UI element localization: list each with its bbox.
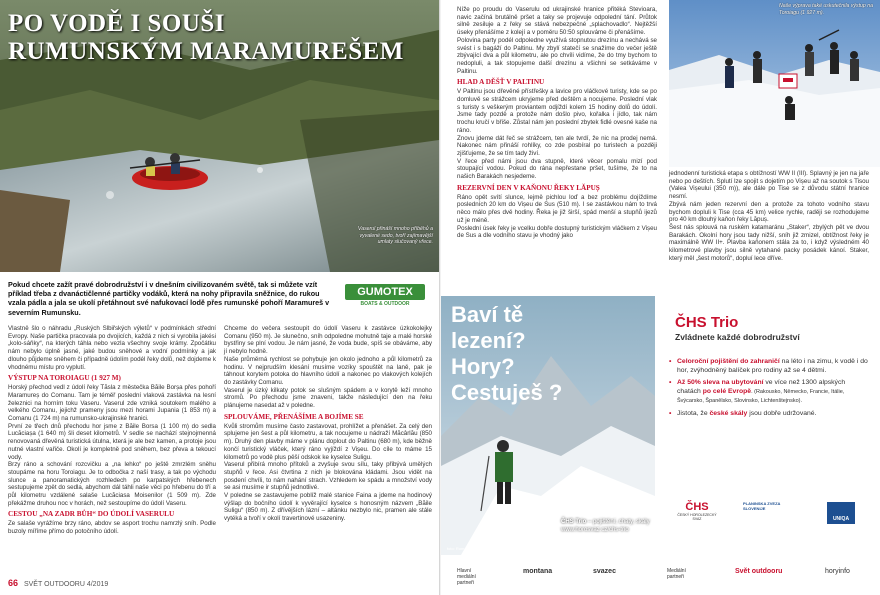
ad-title: ČHS Trio bbox=[675, 314, 739, 331]
right-page bbox=[441, 0, 880, 595]
paragraph: Naše průměrná rychlost se pohybuje jen okolo jednoho a půl kilometrů za hodinu. V nejprudším klesání musíme vozíky spouštět na laně, pak je táhnout korytem potoka do hlavního údolí a nakonec po vlakových kolejích do zastávky Comanu. bbox=[224, 355, 432, 386]
partners-bar bbox=[441, 560, 880, 595]
summit-photo-caption: Naše výprava také uskutečnila výstup na Toroiagu (1 927 m). bbox=[779, 3, 874, 16]
summit-photo bbox=[669, 0, 880, 167]
page-footer bbox=[8, 578, 108, 588]
left-page bbox=[0, 0, 439, 595]
paragraph: Znovu jdeme dát řeč se strážcem, ten ale tvrdí, že nic na prodej nemá. Nakonec nám přináší rohlíky, co zde posbíral po turistech a později zjišťujeme, že se tím tady živí. bbox=[457, 134, 657, 157]
title-line-2: RUMUNSKÝM MARAMUREŠEM bbox=[8, 38, 404, 65]
left-column-2 bbox=[224, 325, 432, 523]
ad-benefit-item bbox=[669, 358, 869, 375]
paragraph: Níže po proudu do Vaserulu od ukrajinské hranice přitéká Stevioara, navic začíná brutálně pršet a taky se projevuje odpolední tání. Průtok silně zesiluje a z řeky se stává nebezpečné „splachovadlo“. Nejtěžší úseky přenášíme z kolejí a v poměru 50:50 splouváme či přenášíme. bbox=[457, 6, 657, 37]
paragraph: Horský přechod vedl z údolí řeky Tăsla z městečka Băile Borșa přes pohoří Maramureș do Comanu. Tam je téměř poslední vlaková zastávka na lesní železnici na horním toku Vaseru. Vaserul zde vzniká soutokem malého a velkého Comanu, jejichž prameny jsou mezi horami Jupania (1 853 m) a Comanu (1 724 m) na rumunsko-ukrajinské hranici. bbox=[8, 384, 216, 423]
subheading: REZERVNÍ DEN V KAŇONU ŘEKY LĂPUȘ bbox=[457, 183, 600, 192]
media-partners-label: Mediální partneři bbox=[667, 568, 686, 580]
svazec-logo: svazec bbox=[593, 568, 616, 575]
bullet-icon: • bbox=[669, 358, 672, 365]
bullet-icon: • bbox=[669, 379, 672, 387]
magazine-issue: SVĚT OUTDOORU 4/2019 bbox=[23, 581, 109, 588]
ad-benefits-list bbox=[669, 358, 869, 422]
subheading: SPLOUVÁME, PŘENÁŠÍME A BOJÍME SE bbox=[224, 412, 364, 421]
page-number: 66 bbox=[8, 578, 19, 588]
ad-benefit-bold: po celé Evropě bbox=[702, 388, 752, 396]
paragraph: V Paltinu jsou dřevěné přístřešky a lavice pro vláčkové turisty, kde se po domluvě se strážcem ukryjeme před deštěm a nocujeme. Poslední vlak s turisty s veškerým proviantem odjíždí kolem 15 hodiny dolů do údolí. Jsme tady pozdě a protože nám došlo pivo, kořalka i jídlo, tak nám trochu kručí v břiše. Zůstal nám jen poslední zbytek fidlé ovesné kaše na ráno. bbox=[457, 88, 657, 134]
chs-trio-advertisement[interactable] bbox=[441, 296, 880, 555]
paragraph: Brzy ráno a schování rozcvičku a „na lehko“ po ještě zmrzlém sněhu stoupáme na horu Toroiagu. Je to odbočka z naší trasy, a tak po východu slunce a panoramatických rozhledech po karpatských hřebenech sestupujeme zpět do sedla, abychom dál táhli naše věci po hřebenu do tří a půl kilometru vzdálené salaše Lucăciasa Moisenilor (1 509 m). Zde překážme druhou noc v horách, než sestoupíme do údolí Vaseru. bbox=[8, 461, 216, 507]
ad-headline bbox=[451, 302, 562, 406]
ad-photo-credit: foto: Roman ... bbox=[447, 546, 474, 551]
right-column-2 bbox=[669, 170, 869, 262]
ad-benefit-bold: české skály bbox=[709, 409, 748, 417]
ad-subtitle: Zvládnete každé dobrodružství bbox=[675, 332, 800, 342]
ad-caption-text: – pojištění, chaty, skály bbox=[586, 519, 650, 525]
paragraph: Ráno opět svítí slunce, lejmě pichlou loď a bez problému dojíždíme posledních 20 km do Vișeu de Sus (510 m). I se zastávkou nám to trvá něco málo přes dvě hodiny. Řeka je již širší, spád menší a stupňů ijezů už je méně. bbox=[457, 193, 657, 224]
paragraph: Zbývá nám jeden rezervní den a protože za tohoto vodního stavu bychom dopluli k Tise (cca 45 km) velice rychle, raději se rozhodujeme pro 40 km dlouhý kaňon řeky Lăpuș. bbox=[669, 200, 869, 224]
subheading: HLAD A DĚŠŤ V PALTINU bbox=[457, 78, 545, 87]
chs-logo-text: ČHS bbox=[685, 501, 709, 513]
main-partners-label: Hlavní mediální partneři bbox=[457, 568, 476, 586]
montana-logo: montana bbox=[523, 568, 553, 575]
horyinfo-logo: horyinfo bbox=[825, 568, 850, 575]
lead-paragraph: Pokud chcete zažít pravé dobrodružství i v dnešním civilizovaném světě, tak si můžete vzít příklad třeba z dvanáctičlenné partičky vodáků, která na nohy připravila sněžnice, do rukou vzala pádla a jala se ukolí přetáhnout své nafukovací lodě přes rumunské pohoří Maramureš v severním Rumunsku. bbox=[8, 280, 330, 317]
gumotex-logo bbox=[345, 284, 425, 312]
gumotex-tagline: BOATS & OUTDOOR bbox=[360, 301, 410, 307]
chs-logo-sub: ČESKÝ HOROLEZECKÝ SVAZ bbox=[677, 513, 717, 521]
paragraph: Vlastně šlo o náhradu „Ruských Slbiřských výletů“ v podmínkách střední Evropy. Naše partička pracovala po dvojicích, každá z nich si vyrobila jakési „kolo-sáňky“, na kterých táhla nebo vezla všechny svoje krámy. Zpočátku nám nebylo úplně jasné, jaké budou sněhové a vodní podmínky a jak dlouho půjdeme sněhem či případně údolím podél řeky dolů, než dojdeme k vhodnému místu pro vyplutí. bbox=[8, 325, 216, 371]
subheading: CESTOU „NA ZADR BŮH“ DO ÚDOLÍ VASERULU bbox=[8, 510, 175, 519]
gumotex-logo-text: GUMOTEX bbox=[345, 284, 425, 300]
ad-info-panel bbox=[655, 296, 880, 555]
right-column-1 bbox=[457, 6, 657, 240]
ad-benefit-text: . (Rakousko, Německo, Francie, Itálie, Švýcarsko, Španělsko, Slovinsko, Lichtenštejnsko). bbox=[677, 389, 845, 404]
ad-benefit-text: na léto i na zimu, k vodě i do hor, zvýhodněný balíček pro rodiny až se 4 dětmi. bbox=[677, 358, 868, 374]
ad-caption-brand: ČHS Trio bbox=[561, 519, 587, 525]
ad-caption-url[interactable]: www.horosvaz.cz/chs-trio bbox=[561, 527, 629, 533]
ad-benefit-bold: Celoroční pojištění do zahraničí bbox=[677, 358, 780, 365]
paragraph: Ze salaše vyrážíme brzy ráno, abdov se asport trochu namrzlý sníh. Podle buzoly míříme přímo do potočního údolí. bbox=[8, 520, 216, 536]
summit-group-photo bbox=[669, 0, 880, 167]
ad-headline-line-1: Baví tě bbox=[451, 302, 524, 327]
ad-benefit-bold: Až 50% sleva na ubytování bbox=[677, 379, 764, 387]
photo-caption: Vaserul přináší mnoho příběhů a vyvalené sedo, tvoří zajímavější umlaty slučovaný vřece. bbox=[357, 226, 433, 245]
left-column-1 bbox=[8, 325, 216, 536]
paragraph: Vaserul přibírá mnoho přítoků a zvyšuje svou sílu, taky přibývá umělých stupňů v řece. Asi čtvrtina z nich je blokována kládami. Jsou vidět na posdení chvíli, to nám nahání strach. Vzhledem ke spádu a množství vody se asi musíme ir stupňů jednotlivé. bbox=[224, 461, 432, 492]
ad-image-caption bbox=[561, 518, 650, 534]
chs-logo bbox=[673, 501, 721, 521]
ad-benefit-item bbox=[669, 379, 869, 405]
ad-benefit-text: jsou dobře udržované. bbox=[747, 409, 817, 417]
ad-headline-line-3: Hory? bbox=[451, 354, 515, 379]
ad-headline-line-4: Cestuješ ? bbox=[451, 380, 563, 405]
ad-benefit-item bbox=[669, 410, 869, 419]
paragraph: Vaserul je úzký kilkaty potok se slušným spádem a v korytě leží mnoho stromů. Po přechodu jsme znaveni, takže následující den na řeku plánujeme nasedat až v poledne. bbox=[224, 386, 432, 410]
paragraph: jednodenní turistická etapa s obtížností WW II (III). Splavný je jen na jaře nebo po deštích. Splutí lze spojit s dojetím po Vișeu až na soutok s Tisou (Valea Vișeului (350 m)), ale dále po Tise se z důvodu státní hranice nesmí. bbox=[669, 170, 869, 201]
paragraph: V řece před námi jsou dva stupně, které věcer pomalu mizí pod stoupající vodou. Pokud do rána nepřestane pršet, tušíme, že to na našich Barakách nesjedeme. bbox=[457, 157, 657, 181]
ad-photo bbox=[441, 296, 655, 555]
ad-benefit-text: ve více než 1300 alpských chatách bbox=[677, 379, 846, 396]
bullet-icon: • bbox=[669, 409, 672, 417]
paragraph: Polovina party podél odpoledne využívá stopnutou drezínu a nechává se svést i s bagáží do Paltinu. My zbylí statečí se snažíme do večer ještě zbývající dva a půl kilometru, ale po chvíli vidíme, že do tmy bychom to nedopluli, a tak stopujeme další drezínu a všichni se setkáváme v Paltinu. bbox=[457, 36, 657, 75]
subheading: VÝSTUP NA TOROIAGU (1 927 M) bbox=[8, 374, 121, 383]
article-title bbox=[8, 10, 404, 66]
ad-headline-line-2: lezení? bbox=[451, 328, 526, 353]
hero-photo bbox=[0, 0, 439, 272]
paragraph: Chceme do večera sestoupit do údolí Vaseru k zastávce úzkokolejky Comanu (950 m). Je slunečno, sníh odpoledne mohutně taje a malé horské bystřiny se plní vodou. Je nám jasné, že voda bude, spíš se obáváme, aby jí nebylo hodně. bbox=[224, 325, 432, 356]
paragraph: Kvůli stromům musíme často zastavovat, prohlížet a přenášet. Za celý den splujeme jen šest a půl kilometru, a tak nocujeme u nádraží Măcârlău (850 m). Druhý den plavby máme v plánu doplout do Paltinu (680 m), kde běžně končí turistický vláček, který ráno vyjíždí z Vișeu. Do cíle to máme 15 kilometrů po vodě plus pěší odskok ke kyselce Suligu. bbox=[224, 422, 432, 461]
paragraph: Poslední úsek řeky je vcelku dobře dostupný turistickým vláčkem z Vișeu de Sus a dle vodního stavu je vhodný jako bbox=[457, 224, 657, 240]
ad-benefit-text: Jistota, že bbox=[677, 409, 710, 417]
pzs-logo: PLANINSKA ZVEZA SLOVENIJE bbox=[743, 501, 781, 511]
paragraph: První ze třech dnů přechodu hor jsme z Băile Borsa (1 100 m) do sedla Lucăciașa (1 640 m) šli deset kilometrů. V sedle se nachází stejnojmenná renovovaná dřevěná turistická útulna, která je ale bez kamen, a protoje jsou nutné vlastní vařiče. Okolí je kompletně pod sněhem, bez převa a tekoucí vody. bbox=[8, 422, 216, 461]
title-line-1: PO VODĚ I SOUŠI bbox=[8, 10, 226, 37]
uniqa-logo: UNIQA bbox=[827, 502, 855, 524]
paragraph: Šest nás splouvá na ruském katamaránu „Staker“, zbylých pět ve dvou Barakách. Okolní hory jsou tady nižší, sníh již zmizel, obtížnost řeky je maximálně WW II+. Plavba kaňonem stála za to, i když výsledném 40 kilometrové plavby jsou silně vytahané packy posádek kánoí. Staker, který měl „šest motorů“, dopluí lece dříve. bbox=[669, 223, 869, 262]
svet-outdooru-logo: Svět outdooru bbox=[735, 568, 783, 575]
paragraph: V poledne se zastavujeme poblíž malé stanice Faina a jdeme na hodinový výšlap do bočního údolí k vyvěrající kyselce s honosným názvem „Băile Suligu“ (850 m). Z dřívějších lázní – altánku nezbylo nic, pramen ale stále vytéká a tvoří v okolí travertinové usazeniny. bbox=[224, 492, 432, 523]
